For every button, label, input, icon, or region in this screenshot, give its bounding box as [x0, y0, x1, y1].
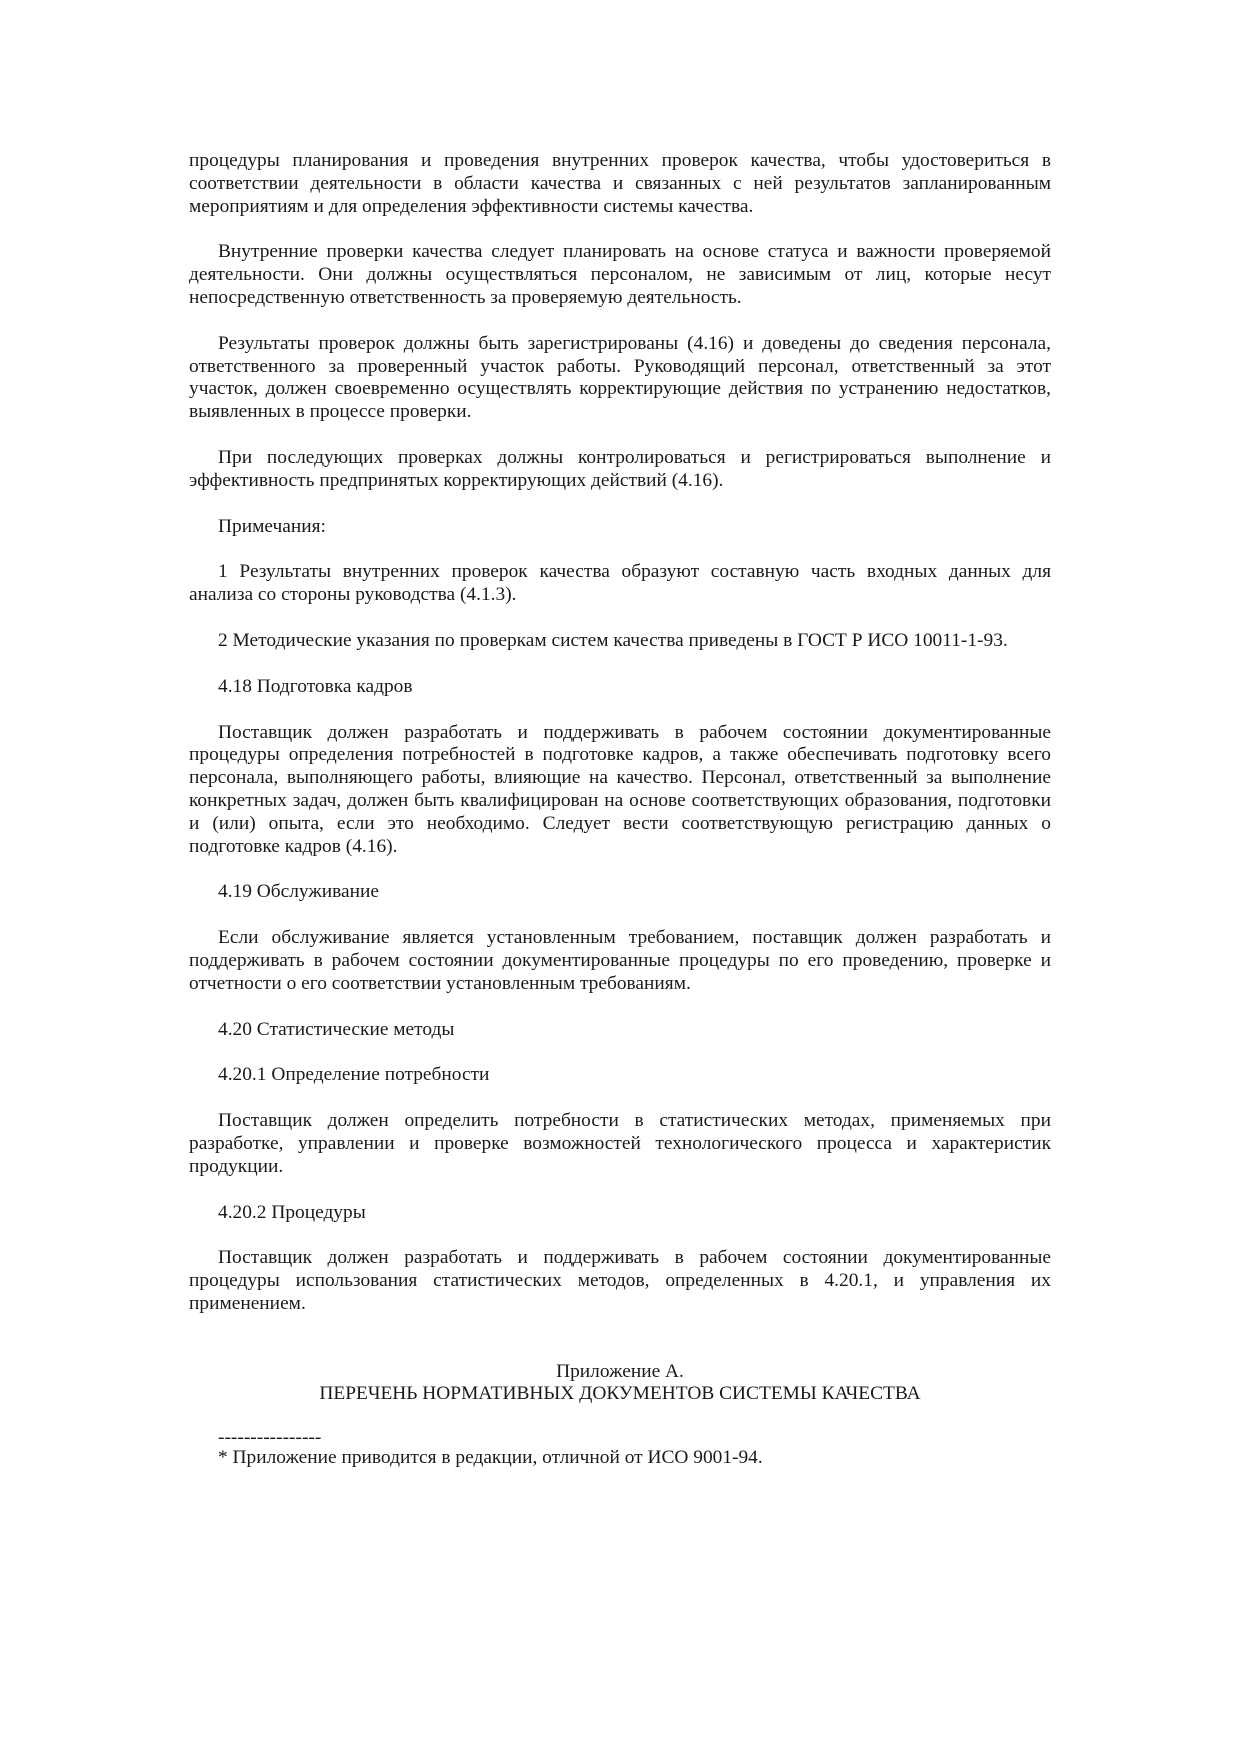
footnote-text: * Приложение приводится в редакции, отличной от ИСО 9001-94. [218, 1447, 763, 1469]
note-1: 1 Результаты внутренних проверок качества образуют составную часть входных данных для анализа со стороны руководства (4.1.3). [189, 561, 1051, 606]
section-heading-4-20-2: 4.20.2 Процедуры [218, 1201, 366, 1223]
paragraph-training: Поставщик должен разработать и поддерживать в рабочем состоянии документированные процедуры определения потребностей в подготовке кадров, а также обеспечивать подготовку всего персонала, выполняющего работы, влияющие на качество. Персонал, ответственный за выполнение конкретных задач, должен быть квалифицирован на основе соответствующих образования, подготовки и (или) опыта, если это необходимо. Следует вести соответствующую регистрацию данных о подготовке кадров (4.16). [189, 721, 1051, 857]
paragraph-audit-planning: Внутренние проверки качества следует планировать на основе статуса и важности проверяемой деятельности. Они должны осуществляться персоналом, не зависимым от лиц, которые несут непосредственную ответственность за проверяемую деятельность. [189, 241, 1051, 308]
section-heading-4-19: 4.19 Обслуживание [218, 881, 380, 903]
section-heading-4-20: 4.20 Статистические методы [218, 1018, 455, 1040]
note-2: 2 Методические указания по проверкам систем качества приведены в ГОСТ Р ИСО 10011-1-93. [218, 629, 1008, 651]
paragraph-internal-audit-procedures: процедуры планирования и проведения внутренних проверок качества, чтобы удостовериться в соответствии деятельности в области качества и связанных с ней результатов запланированным мероприятиям и для определения эффективности системы качества. [189, 150, 1051, 217]
paragraph-follow-up-audits: При последующих проверках должны контролироваться и регистрироваться выполнение и эффективность предпринятых корректирующих действий (4.16). [189, 446, 1051, 491]
paragraph-servicing: Если обслуживание является установленным требованием, поставщик должен разработать и поддерживать в рабочем состоянии документированные процедуры по его проведению, проверке и отчетности о его соответствии установленным требованиям. [189, 927, 1051, 994]
paragraph-identification-of-need: Поставщик должен определить потребности в статистических методах, применяемых при разработке, управлении и проверке возможностей технологического процесса и характеристик продукции. [189, 1110, 1051, 1177]
appendix-title: ПЕРЕЧЕНЬ НОРМАТИВНЫХ ДОКУМЕНТОВ СИСТЕМЫ КАЧЕСТВА [319, 1383, 921, 1405]
footnote-rule: ---------------- [218, 1427, 322, 1449]
paragraph-procedures: Поставщик должен разработать и поддерживать в рабочем состоянии документированные процедуры использования статистических методов, определенных в 4.20.1, и управления их применением. [189, 1247, 1051, 1314]
notes-label: Примечания: [218, 515, 326, 537]
section-heading-4-20-1: 4.20.1 Определение потребности [218, 1064, 490, 1086]
appendix-heading [189, 1361, 1051, 1407]
paragraph-audit-results: Результаты проверок должны быть зарегистрированы (4.16) и доведены до сведения персонала, ответственного за проверенный участок работы. Руководящий персонал, ответственный за этот участок, должен своевременно осуществлять корректирующие действия по устранению недостатков, выявленных в процессе проверки. [189, 332, 1051, 423]
document-page [189, 150, 1051, 1470]
appendix-label: Приложение А. [556, 1360, 684, 1382]
section-heading-4-18: 4.18 Подготовка кадров [218, 675, 413, 697]
footnote [189, 1429, 1051, 1470]
